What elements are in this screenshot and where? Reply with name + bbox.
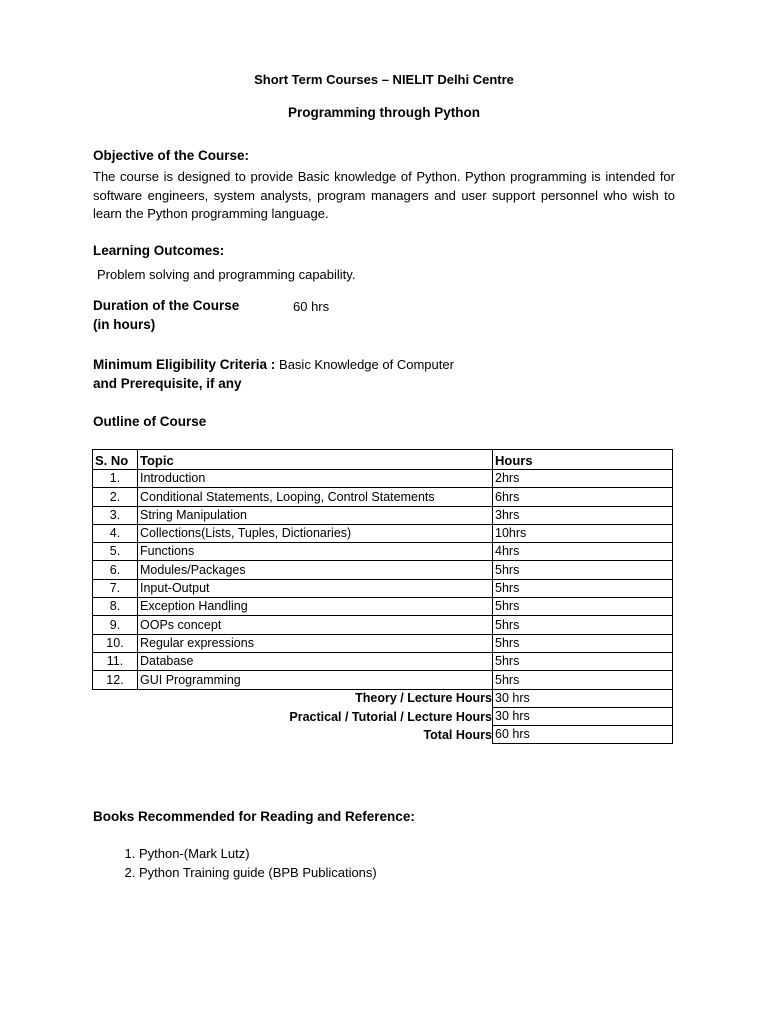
list-item: 1. Python-(Mark Lutz) bbox=[139, 845, 377, 864]
row-topic: Regular expressions bbox=[138, 634, 493, 652]
row-hours: 5hrs bbox=[493, 616, 673, 634]
row-hours: 5hrs bbox=[493, 671, 673, 689]
table-row bbox=[93, 470, 673, 488]
duration-label-unit: (in hours) bbox=[93, 317, 156, 332]
table-header-row bbox=[93, 450, 673, 470]
row-hours: 5hrs bbox=[493, 579, 673, 597]
row-topic: Conditional Statements, Looping, Control Statements bbox=[138, 488, 493, 506]
row-hours: 2hrs bbox=[493, 470, 673, 488]
summary-label: Theory / Lecture Hours bbox=[355, 691, 492, 706]
summary-hours: 30 hrs bbox=[493, 707, 673, 725]
summary-label: Total Hours bbox=[423, 727, 492, 742]
row-hours: 4hrs bbox=[493, 543, 673, 561]
row-topic: OOPs concept bbox=[138, 616, 493, 634]
learning-outcomes-text: Problem solving and programming capability. bbox=[97, 267, 356, 282]
row-sno: 5. bbox=[93, 543, 138, 561]
row-sno: 7. bbox=[93, 579, 138, 597]
eligibility-value: Basic Knowledge of Computer bbox=[279, 357, 454, 372]
eligibility-separator: : bbox=[267, 357, 280, 372]
row-sno: 8. bbox=[93, 598, 138, 616]
course-outline-table bbox=[92, 449, 673, 744]
row-hours: 5hrs bbox=[493, 561, 673, 579]
row-hours: 6hrs bbox=[493, 488, 673, 506]
summary-row-practical bbox=[93, 707, 673, 725]
row-topic: Collections(Lists, Tuples, Dictionaries) bbox=[138, 524, 493, 542]
summary-label: Practical / Tutorial / Lecture Hours bbox=[289, 709, 492, 724]
books-list bbox=[93, 845, 377, 882]
row-hours: 5hrs bbox=[493, 598, 673, 616]
table-row bbox=[93, 543, 673, 561]
row-sno: 4. bbox=[93, 524, 138, 542]
table-row bbox=[93, 488, 673, 506]
books-heading: Books Recommended for Reading and Reference: bbox=[93, 809, 415, 824]
duration-label: Duration of the Course bbox=[93, 298, 240, 313]
duration-value: 60 hrs bbox=[293, 299, 330, 314]
summary-hours: 60 hrs bbox=[493, 726, 673, 744]
row-sno: 12. bbox=[93, 671, 138, 689]
eligibility-label-cont: and Prerequisite, if any bbox=[93, 376, 242, 391]
row-hours: 10hrs bbox=[493, 524, 673, 542]
learning-outcomes-heading: Learning Outcomes: bbox=[93, 243, 225, 258]
row-hours: 5hrs bbox=[493, 652, 673, 670]
table-row bbox=[93, 671, 673, 689]
row-topic: Exception Handling bbox=[138, 598, 493, 616]
list-item: 2. Python Training guide (BPB Publications) bbox=[139, 864, 377, 883]
row-topic: Modules/Packages bbox=[138, 561, 493, 579]
row-sno: 3. bbox=[93, 506, 138, 524]
document-header: Short Term Courses – NIELIT Delhi Centre bbox=[254, 72, 514, 87]
eligibility-label: Minimum Eligibility Criteria bbox=[93, 357, 268, 372]
summary-row-total bbox=[93, 726, 673, 744]
row-topic: Input-Output bbox=[138, 579, 493, 597]
table-row bbox=[93, 598, 673, 616]
row-sno: 9. bbox=[93, 616, 138, 634]
eligibility-line bbox=[93, 357, 454, 372]
row-topic: GUI Programming bbox=[138, 671, 493, 689]
outline-heading: Outline of Course bbox=[93, 414, 207, 429]
row-topic: Database bbox=[138, 652, 493, 670]
table-row bbox=[93, 616, 673, 634]
summary-hours: 30 hrs bbox=[493, 689, 673, 707]
column-header-hours: Hours bbox=[493, 450, 673, 470]
course-title: Programming through Python bbox=[288, 105, 480, 120]
row-sno: 2. bbox=[93, 488, 138, 506]
row-sno: 1. bbox=[93, 470, 138, 488]
table-row bbox=[93, 579, 673, 597]
objective-heading: Objective of the Course: bbox=[93, 148, 250, 163]
row-sno: 6. bbox=[93, 561, 138, 579]
row-topic: Functions bbox=[138, 543, 493, 561]
summary-row-theory bbox=[93, 689, 673, 707]
table-row bbox=[93, 524, 673, 542]
table-row bbox=[93, 561, 673, 579]
column-header-sno: S. No bbox=[93, 450, 138, 470]
column-header-topic: Topic bbox=[138, 450, 493, 470]
row-hours: 3hrs bbox=[493, 506, 673, 524]
row-sno: 11. bbox=[93, 652, 138, 670]
row-topic: Introduction bbox=[138, 470, 493, 488]
row-topic: String Manipulation bbox=[138, 506, 493, 524]
objective-text: The course is designed to provide Basic knowledge of Python. Python programming is intended for software engineers, system analysts, program managers and user support personnel who wish to learn the Python programming language. bbox=[93, 169, 675, 221]
table-row bbox=[93, 634, 673, 652]
row-sno: 10. bbox=[93, 634, 138, 652]
table-row bbox=[93, 506, 673, 524]
table-row bbox=[93, 652, 673, 670]
row-hours: 5hrs bbox=[493, 634, 673, 652]
